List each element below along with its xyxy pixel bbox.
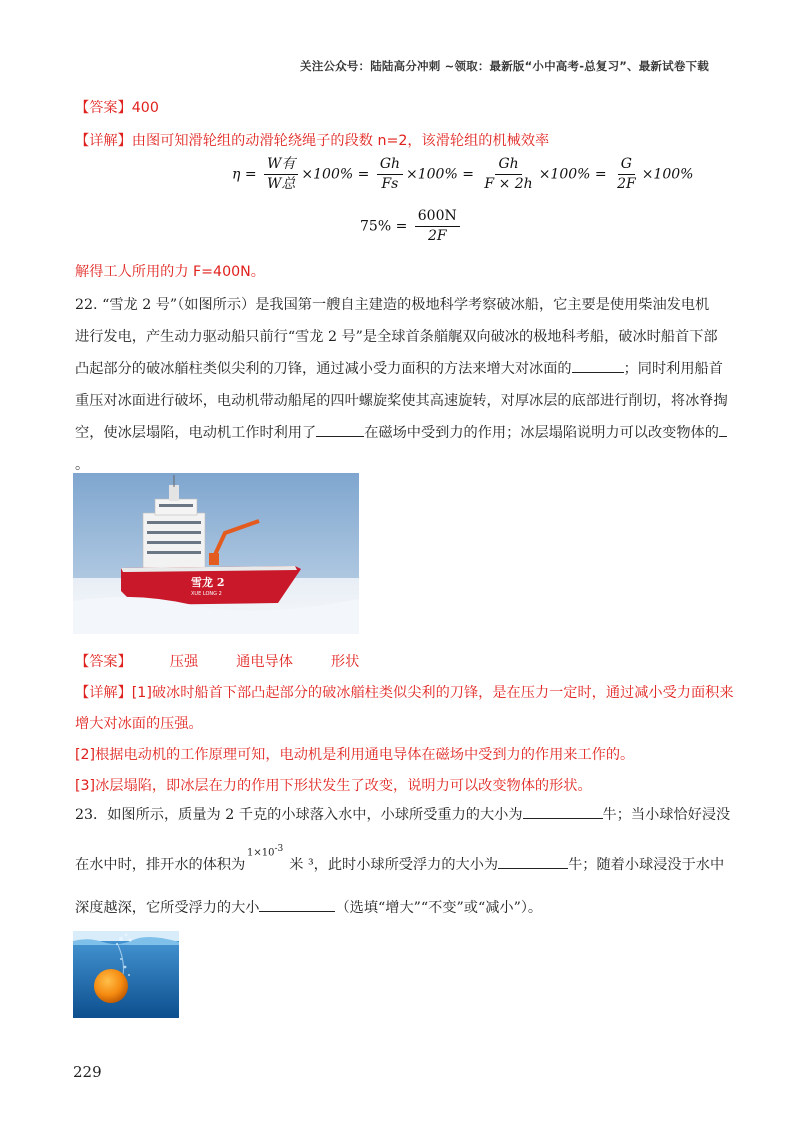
q23-line-1-tail: 牛；当小球恰好浸没	[602, 807, 731, 823]
detail-label: 【详解】	[75, 133, 132, 149]
orange-ball	[94, 969, 128, 1003]
answer-blank-1[interactable]	[572, 358, 624, 373]
q23-line-1-text: 23．如图所示，质量为 2 千克的小球落入水中，小球所受重力的大小为	[75, 807, 523, 823]
page-number: 229	[73, 1063, 102, 1081]
answer-label: 【答案】	[75, 100, 132, 116]
volume-exponent: -3	[274, 844, 284, 854]
q22-detail-line-1	[75, 678, 745, 709]
formula-f2h: F × 2h	[484, 176, 533, 192]
answer-blank-5[interactable]	[498, 854, 568, 869]
formula-gh: Gh	[377, 155, 403, 175]
q23-line-2	[75, 851, 724, 880]
answer-blank-2[interactable]	[316, 422, 364, 437]
icebreaker-svg	[73, 473, 359, 634]
fraction-gh-fs	[377, 155, 403, 194]
q21-answer	[75, 94, 159, 123]
formula-w-den: W总	[267, 176, 296, 192]
answer-3: 形状	[330, 654, 360, 670]
q23-line-2-tail: 牛；随着小球浸没于水中	[568, 857, 725, 873]
q21-detail	[75, 127, 549, 156]
answer-value: 400	[131, 100, 159, 116]
formula-gh-2: Gh	[495, 155, 521, 175]
q23-line-1	[75, 801, 730, 830]
q21-result: 解得工人所用的力 F=400N。	[75, 264, 265, 280]
q22-line-3-tail: ；同时利用船首	[623, 361, 723, 377]
q22-detail-line-3: [2]根据电动机的工作原理可知，电动机是利用通电导体在磁场中受到力的作用来工作的。	[75, 747, 635, 763]
formula-fs: Fs	[381, 176, 399, 192]
answer-1: 压强	[169, 654, 199, 670]
q23-line-2-text: 在水中时，排开水的体积为	[75, 857, 246, 873]
answer-blank-6[interactable]	[259, 897, 335, 912]
formula-eta: η =	[232, 166, 257, 183]
icebreaker-ship-image	[73, 473, 359, 634]
detail-line-1-text: [1]破冰时船首下部凸起部分的破冰艏柱类似尖利的刀锋，是在压力一定时，通过减小受力面积来	[131, 685, 734, 701]
q22-line-3-text: 凸起部分的破冰艏柱类似尖利的刀锋，通过减小受力面积的方法来增大对冰面的	[75, 361, 572, 377]
q22-detail-line-4: [3]冰层塌陷，即冰层在力的作用下形状发生了改变，说明力可以改变物体的形状。	[75, 778, 592, 794]
formula2-left: 75% =	[360, 218, 408, 235]
fraction-600n	[415, 207, 460, 246]
formula-g: G	[618, 155, 635, 175]
q22-line-5-text: 空，使冰层塌陷，电动机工作时利用了	[75, 425, 317, 441]
fraction-gh-f2h	[481, 155, 535, 194]
q23-line-3	[75, 894, 542, 923]
q22-detail	[75, 678, 745, 802]
answer-blank-3[interactable]	[719, 422, 727, 437]
formula-percent-1: ×100% =	[301, 166, 370, 183]
q22-answer	[75, 648, 359, 677]
q22-detail-line-2: 增大对冰面的压强。	[75, 716, 203, 732]
q22-line-5-tail: 在磁场中受到力的作用；冰层塌陷说明力可以改变物体的	[364, 425, 719, 441]
fraction-w	[264, 155, 298, 194]
q22-question	[75, 289, 735, 481]
answer-blank-4[interactable]	[523, 804, 603, 819]
q22-line-2: 进行发电，产生动力驱动船只前行“雪龙 2 号”是全球首条艏艉双向破冰的极地科考船，破冰时船首下部	[75, 329, 718, 345]
q23-line-2-mid: 米 ³，此时小球所受浮力的大小为	[289, 857, 499, 873]
answer-2: 通电导体	[236, 654, 293, 670]
formula-w-num: W有	[264, 155, 298, 175]
ship-name-en-label: XUE LONG 2	[191, 591, 222, 597]
ball-water-svg	[73, 931, 179, 1018]
formula-percent-4: ×100%	[641, 166, 694, 183]
detail-label: 【详解】	[75, 685, 132, 701]
q22-line-1: 22. “雪龙 2 号”（如图所示）是我国第一艘自主建造的极地科学考察破冰船，它主要是使用柴油发电机	[75, 297, 710, 313]
q23-line-3-tail: （选填“增大”“不变”或“减小”）。	[335, 900, 543, 916]
formula-percent-3: ×100% =	[538, 166, 607, 183]
detail-text: 由图可知滑轮组的动滑轮绕绳子的段数 n=2，该滑轮组的机械效率	[131, 133, 550, 149]
formula2-num: 600N	[415, 207, 460, 227]
q23-line-3-text: 深度越深，它所受浮力的大小	[75, 900, 260, 916]
ball-in-water-image	[73, 931, 179, 1018]
formula-2f: 2F	[617, 176, 636, 192]
formula2-den: 2F	[427, 228, 447, 244]
q22-line-3	[75, 353, 735, 385]
formula-percent-2: ×100% =	[406, 166, 474, 183]
fraction-g-2f	[614, 155, 639, 194]
volume-base: 1×10	[247, 847, 275, 859]
q22-line-4: 重压对冰面进行破坏，电动机带动船尾的四叶螺旋桨使其高速旋转，对厚冰层的底部进行削切，将冰脊掏	[75, 393, 728, 409]
q22-line-5	[75, 417, 735, 449]
answer-label: 【答案】	[75, 654, 132, 670]
q22-line-6: 。	[75, 457, 90, 473]
page-header: 关注公众号：陆陆高分冲刺 ~领取：最新版“小中高考-总复习”、最新试卷下载	[300, 59, 709, 73]
ship-name-label: 雪龙 2	[191, 576, 225, 589]
efficiency-formula	[232, 155, 693, 194]
result-formula	[360, 207, 463, 246]
